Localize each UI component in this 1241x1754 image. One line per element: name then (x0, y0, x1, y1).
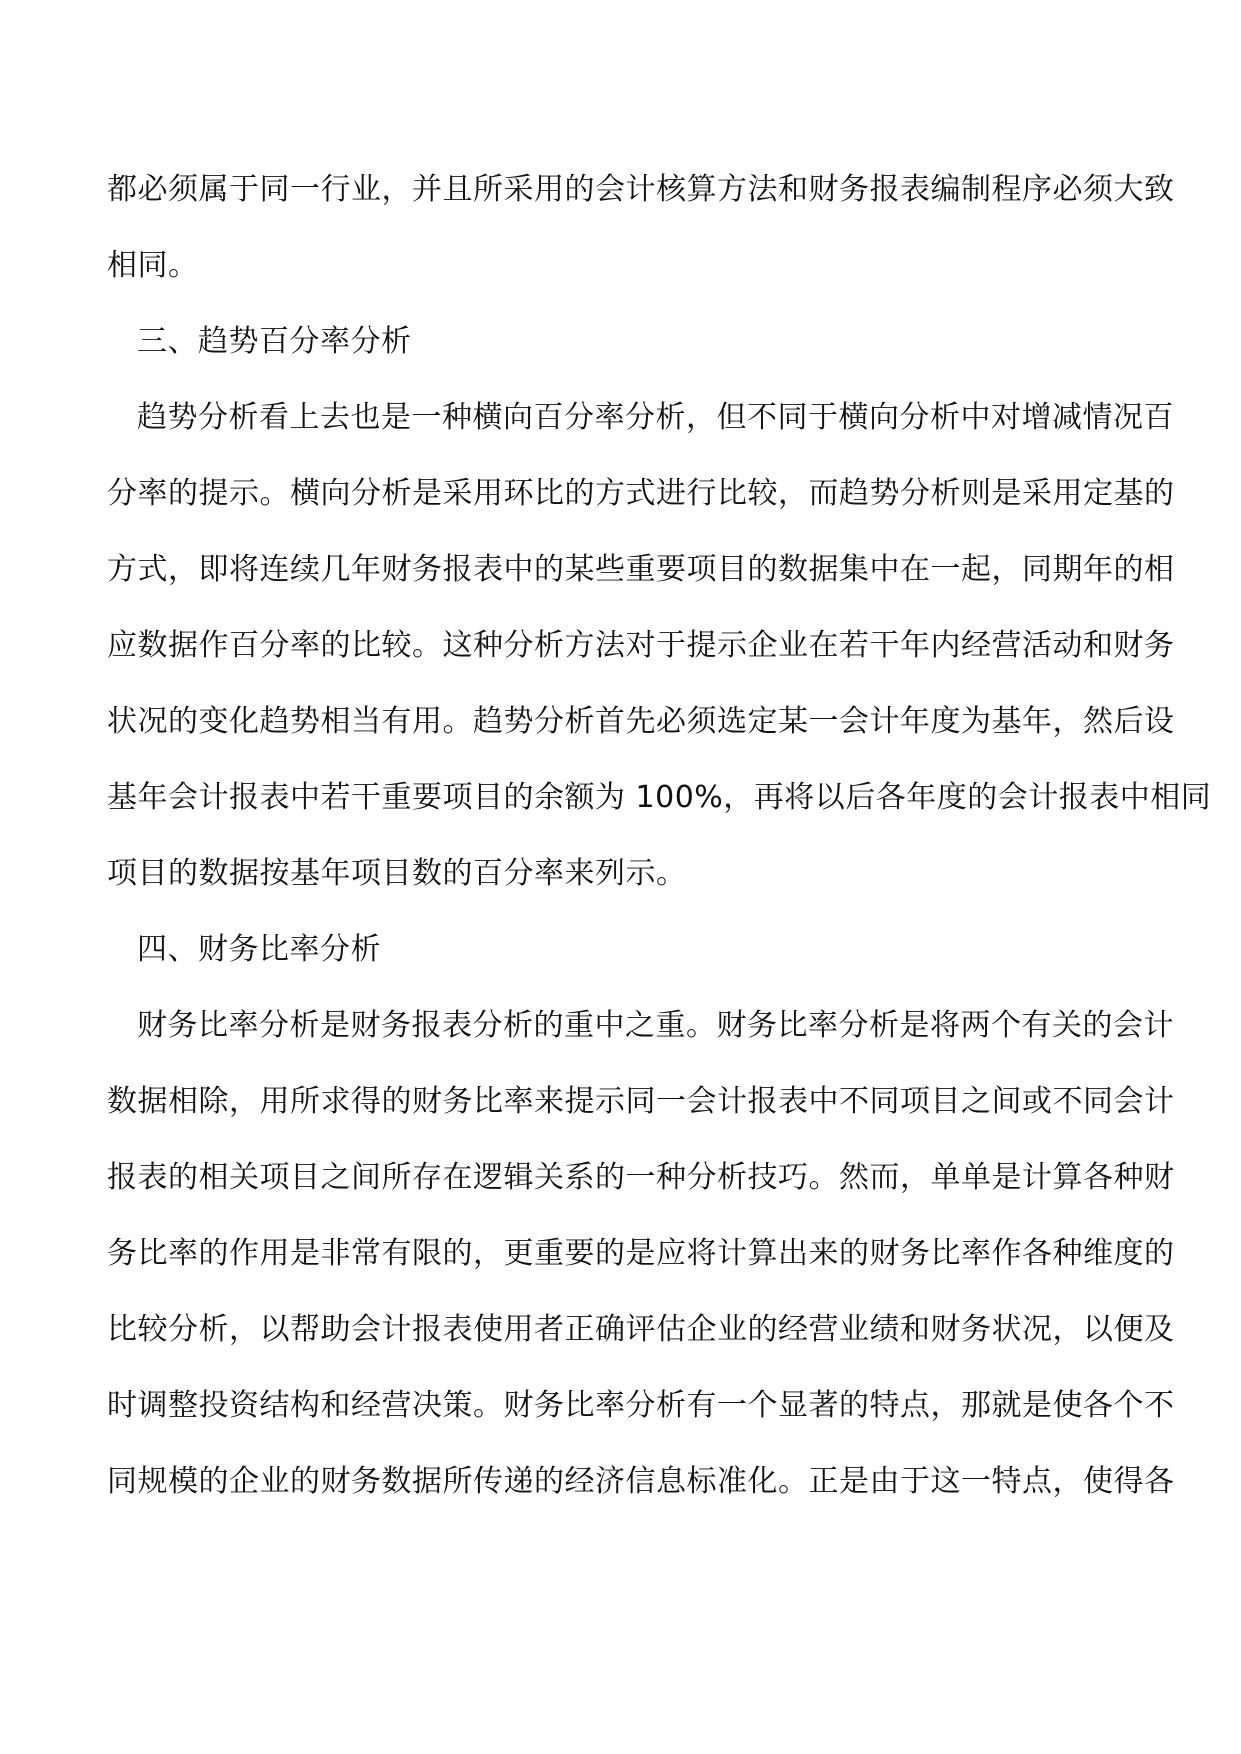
paragraph-line: 项目的数据按基年项目数的百分率来列示。 (107, 856, 687, 891)
paragraph-line: 时调整投资结构和经营决策。财务比率分析有一个显著的特点，那就是使各个不 (107, 1388, 1175, 1423)
paragraph-line: 趋势分析看上去也是一种横向百分率分析，但不同于横向分析中对增减情况百 (137, 400, 1174, 435)
paragraph-line: 比较分析，以帮助会计报表使用者正确评估企业的经营业绩和财务状况，以便及 (107, 1312, 1175, 1347)
paragraph-line: 同规模的企业的财务数据所传递的经济信息标准化。正是由于这一特点，使得各 (107, 1464, 1175, 1499)
paragraph-line: 务比率的作用是非常有限的，更重要的是应将计算出来的财务比率作各种维度的 (107, 1236, 1175, 1271)
paragraph-line: 都必须属于同一行业，并且所采用的会计核算方法和财务报表编制程序必须大致 (107, 172, 1175, 207)
section-heading-financial-ratio-analysis: 四、财务比率分析 (137, 932, 381, 967)
paragraph-line: 报表的相关项目之间所存在逻辑关系的一种分析技巧。然而，单单是计算各种财 (107, 1160, 1175, 1195)
paragraph-line: 财务比率分析是财务报表分析的重中之重。财务比率分析是将两个有关的会计 (137, 1008, 1174, 1043)
section-heading-trend-analysis: 三、趋势百分率分析 (137, 324, 412, 359)
paragraph-line: 状况的变化趋势相当有用。趋势分析首先必须选定某一会计年度为基年，然后设 (107, 704, 1175, 739)
paragraph-line: 数据相除，用所求得的财务比率来提示同一会计报表中不同项目之间或不同会计 (107, 1084, 1175, 1119)
paragraph-line: 相同。 (107, 248, 199, 283)
paragraph-line: 基年会计报表中若干重要项目的余额为 100%，再将以后各年度的会计报表中相同 (107, 780, 1212, 815)
paragraph-line: 应数据作百分率的比较。这种分析方法对于提示企业在若干年内经营活动和财务 (107, 628, 1175, 663)
paragraph-line: 分率的提示。横向分析是采用环比的方式进行比较，而趋势分析则是采用定基的 (107, 476, 1175, 511)
paragraph-line: 方式，即将连续几年财务报表中的某些重要项目的数据集中在一起，同期年的相 (107, 552, 1175, 587)
